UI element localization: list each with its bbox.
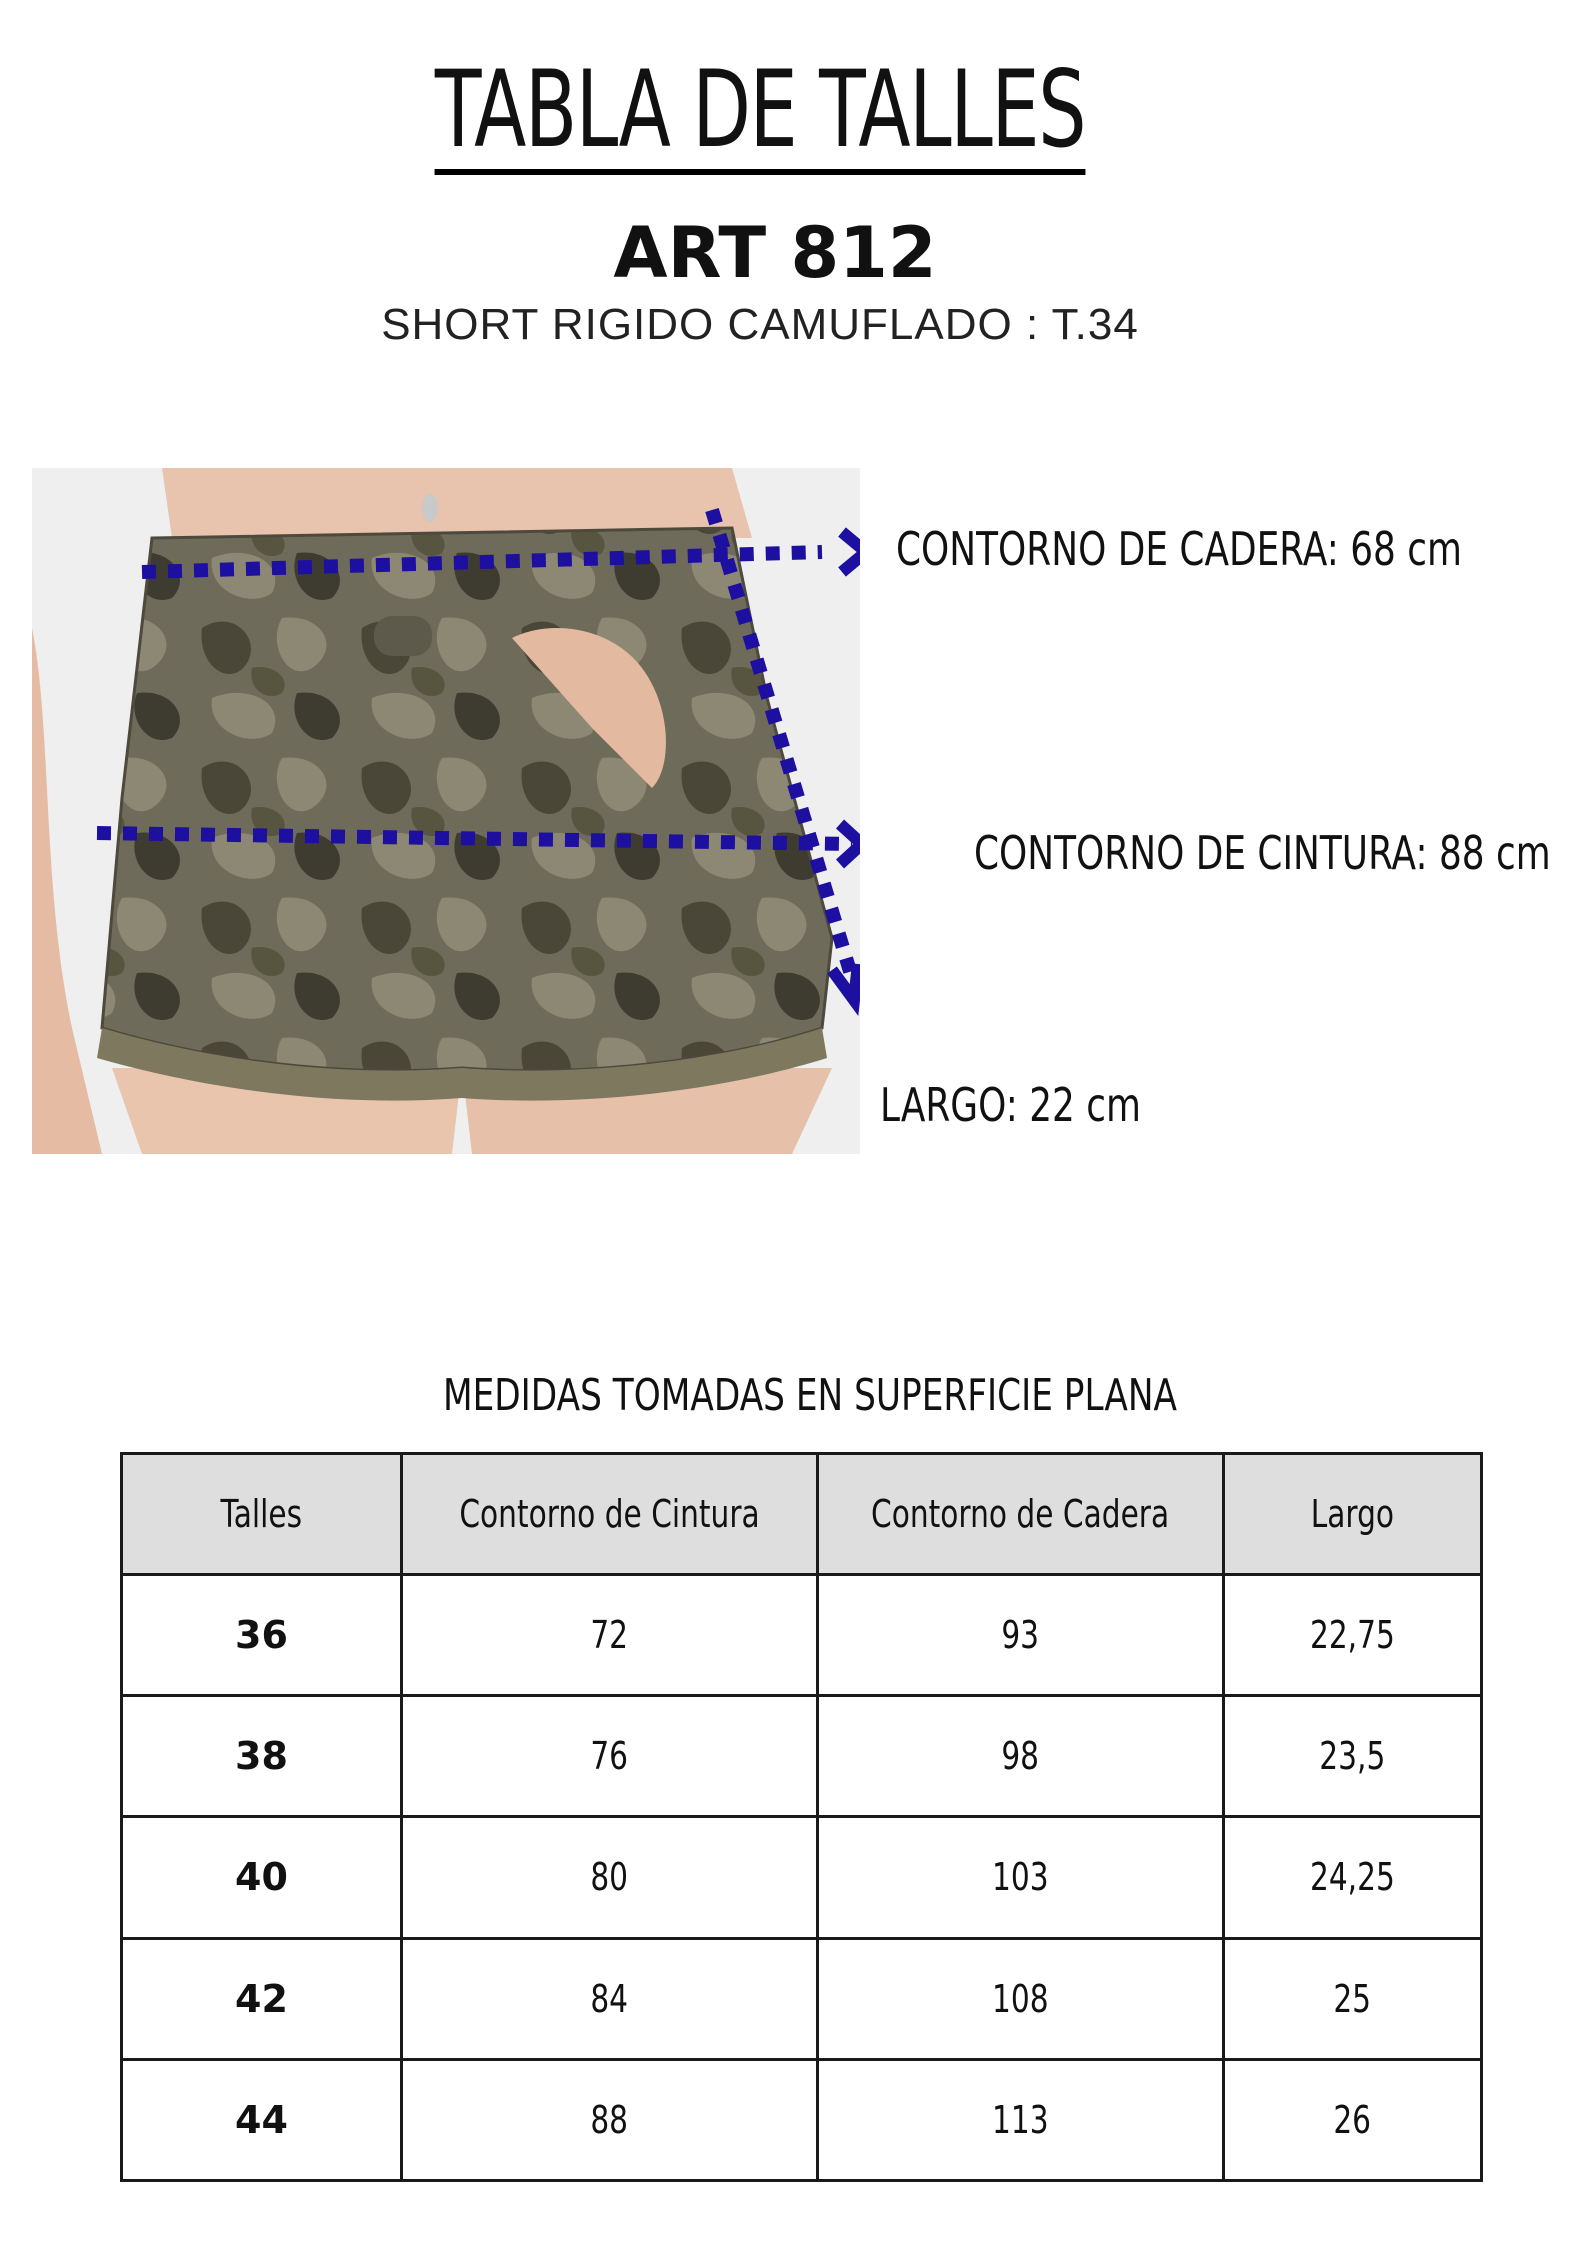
largo-cell: 25 xyxy=(1224,1938,1482,2059)
label-contorno-cintura: CONTORNO DE CINTURA: 88 cm xyxy=(974,826,1551,880)
product-photo xyxy=(32,468,860,1154)
measurement-note: MEDIDAS TOMADAS EN SUPERFICIE PLANA xyxy=(442,1370,1178,1421)
shorts-body xyxy=(102,528,832,1071)
cintura-cell: 88 xyxy=(402,2059,818,2180)
table-row xyxy=(122,2059,1482,2180)
size-cell: 40 xyxy=(122,1817,402,1938)
navel-piercing-icon xyxy=(422,494,438,522)
table-header-row xyxy=(122,1454,1482,1575)
cadera-cell: 103 xyxy=(818,1817,1224,1938)
table-row xyxy=(122,1575,1482,1696)
article-number: ART 812 xyxy=(613,212,937,294)
largo-cell: 26 xyxy=(1224,2059,1482,2180)
header-contorno-cadera: Contorno de Cadera xyxy=(818,1454,1224,1575)
table-row xyxy=(122,1696,1482,1817)
header-talles: Talles xyxy=(122,1454,402,1575)
cadera-cell: 98 xyxy=(818,1696,1224,1817)
cintura-cell: 80 xyxy=(402,1817,818,1938)
cadera-cell: 108 xyxy=(818,1938,1224,2059)
header-contorno-cintura: Contorno de Cintura xyxy=(402,1454,818,1575)
size-table xyxy=(120,1452,1483,2182)
label-largo: LARGO: 22 cm xyxy=(880,1078,1141,1132)
page-title: TABLA DE TALLES xyxy=(213,48,1307,175)
table-row xyxy=(122,1938,1482,2059)
cadera-cell: 113 xyxy=(818,2059,1224,2180)
size-cell: 36 xyxy=(122,1575,402,1696)
cintura-cell: 84 xyxy=(402,1938,818,2059)
largo-cell: 24,25 xyxy=(1224,1817,1482,1938)
size-cell: 42 xyxy=(122,1938,402,2059)
cintura-cell: 72 xyxy=(402,1575,818,1696)
header-largo: Largo xyxy=(1224,1454,1482,1575)
size-cell: 44 xyxy=(122,2059,402,2180)
table-row xyxy=(122,1817,1482,1938)
label-contorno-cadera: CONTORNO DE CADERA: 68 cm xyxy=(896,522,1462,576)
button-icon xyxy=(374,616,432,656)
cintura-cell: 76 xyxy=(402,1696,818,1817)
torso-skin xyxy=(162,468,752,538)
size-cell: 38 xyxy=(122,1696,402,1817)
cadera-cell: 93 xyxy=(818,1575,1224,1696)
largo-cell: 23,5 xyxy=(1224,1696,1482,1817)
product-subtitle: SHORT RIGIDO CAMUFLADO : T.34 xyxy=(381,300,1139,349)
largo-cell: 22,75 xyxy=(1224,1575,1482,1696)
